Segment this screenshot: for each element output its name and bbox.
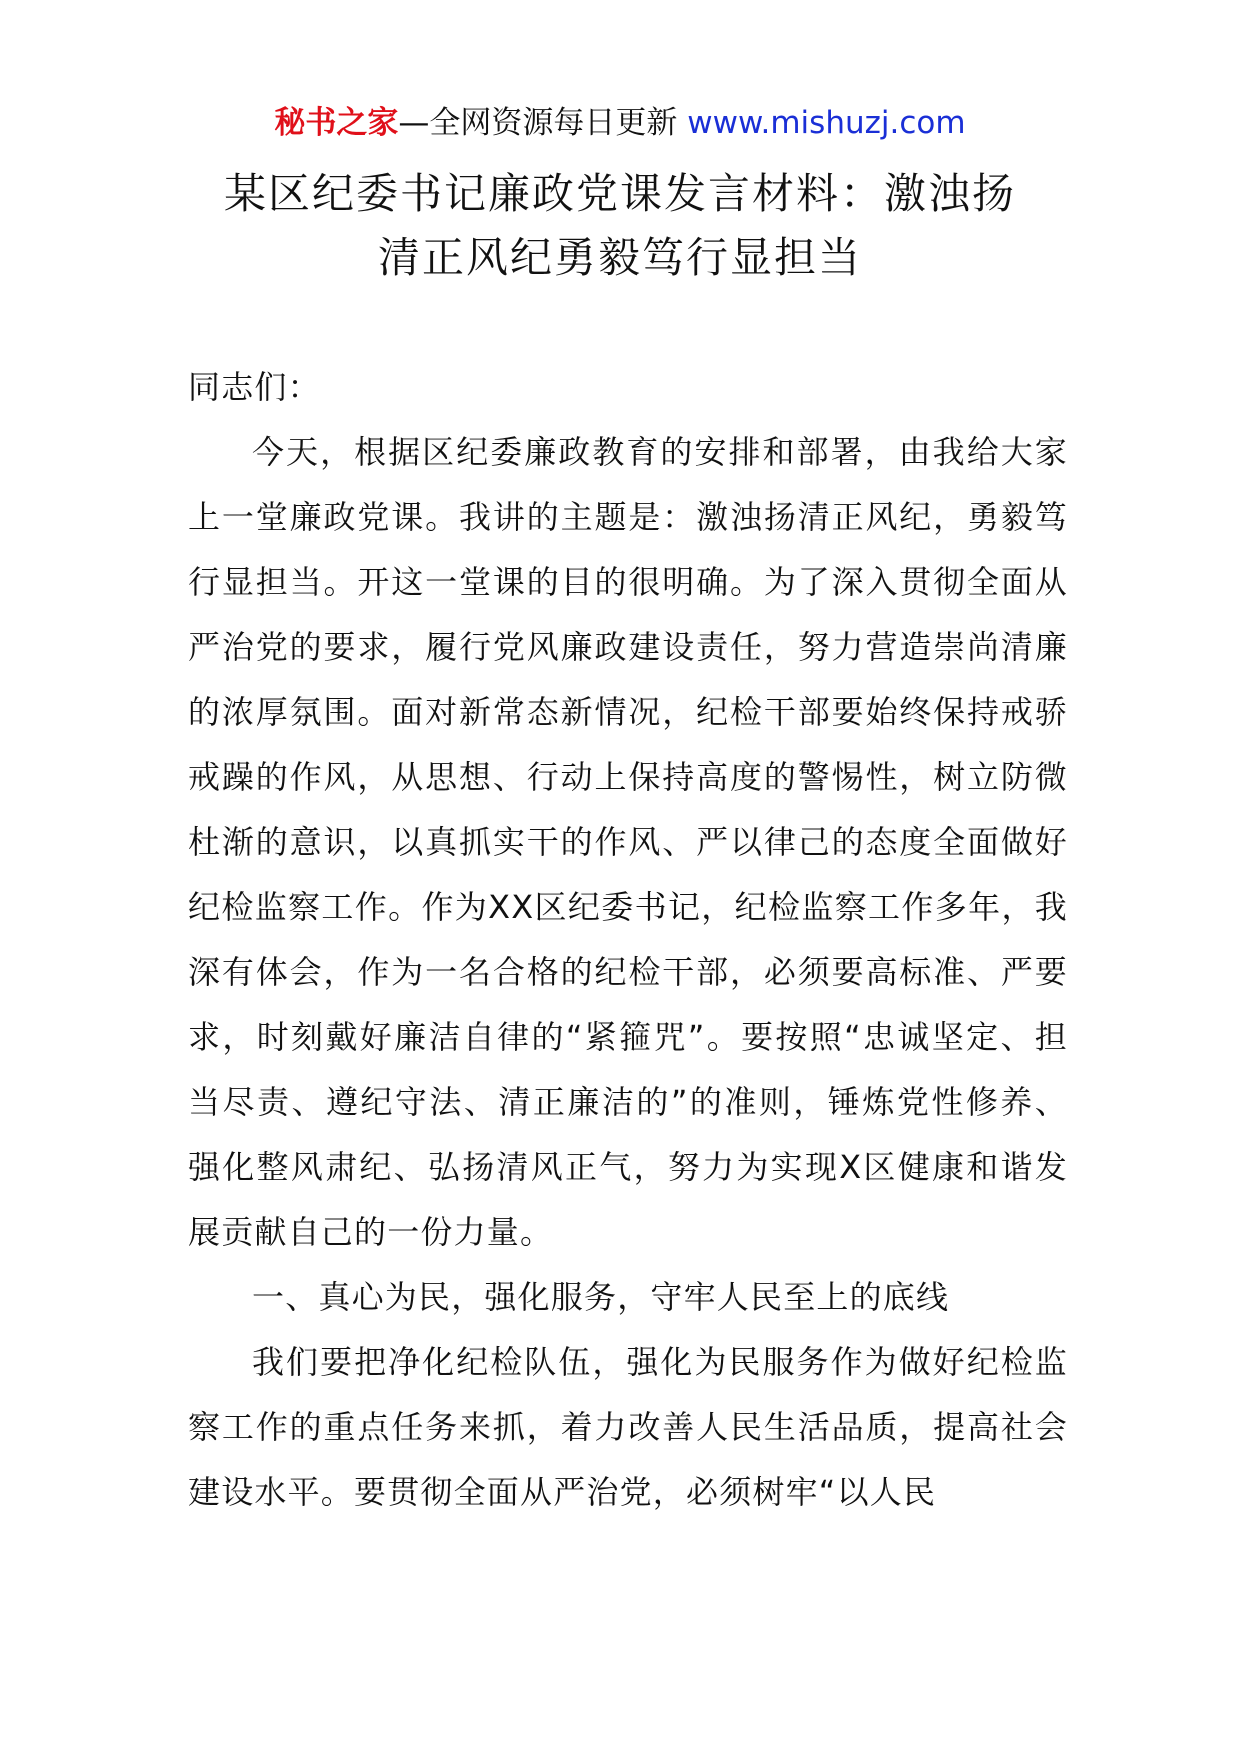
paragraph-section-1: 我们要把净化纪检队伍，强化为民服务作为做好纪检监察工作的重点任务来抓，着力改善人民生活品质，提高社会建设水平。要贯彻全面从严治党，必须树牢“以人民 <box>188 1343 1068 1511</box>
header-slogan: —全网资源每日更新 <box>398 105 688 141</box>
salutation: 同志们： <box>188 368 321 406</box>
site-url-link[interactable]: www.mishuzj.com <box>687 105 966 141</box>
title-line-1: 某区纪委书记廉政党课发言材料：激浊扬 <box>223 169 1016 218</box>
paragraph-intro: 今天，根据区纪委廉政教育的安排和部署，由我给大家上一堂廉政党课。我讲的主题是：激浊扬清正风纪，勇毅笃行显担当。开这一堂课的目的很明确。为了深入贯彻全面从严治党的要求，履行党风廉政建设责任，努力营造崇尚清廉的浓厚氛围。面对新常态新情况，纪检干部要始终保持戒骄戒躁的作风，从思想、行动上保持高度的警惕性，树立防微杜渐的意识，以真抓实干的作风、严以律己的态度全面做好纪检监察工作。作为XX区纪委书记，纪检监察工作多年，我深有体会，作为一名合格的纪检干部，必须要高标准、严要求，时刻戴好廉洁自律的“紧箍咒”。要按照“忠诚坚定、担当尽责、遵纪守法、清正廉洁的”的准则，锤炼党性修养、强化整风肃纪、弘扬清风正气，努力为实现X区健康和谐发展贡献自己的一份力量。 <box>188 433 1068 1251</box>
title-line-2: 清正风纪勇毅笃行显担当 <box>377 233 862 282</box>
brand-name: 秘书之家 <box>274 105 399 141</box>
document-title <box>150 162 1090 290</box>
section-heading-1: 一、真心为民，强化服务，守牢人民至上的底线 <box>252 1278 950 1316</box>
document-body <box>188 355 1068 1525</box>
page-header <box>0 100 1240 146</box>
